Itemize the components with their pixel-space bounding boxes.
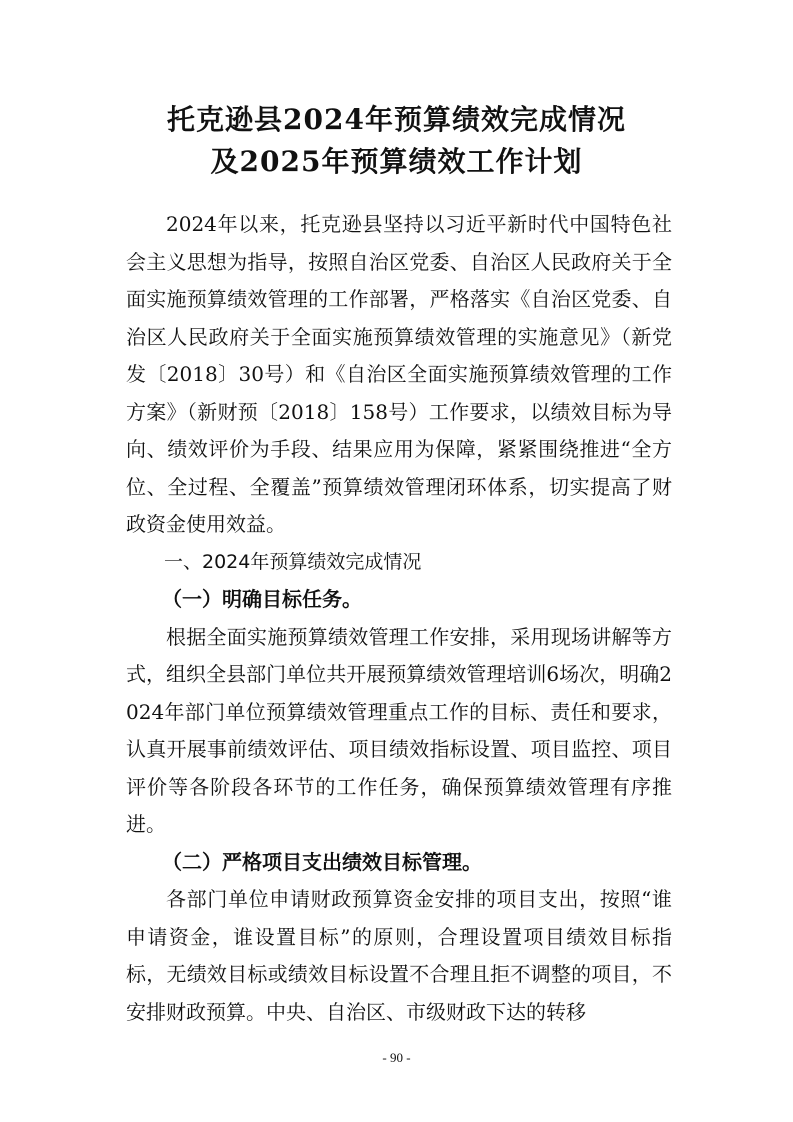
intro-paragraph: 2024年以来，托克逊县坚持以习近平新时代中国特色社会主义思想为指导，按照自治区党委、自治区人民政府关于全面实施预算绩效管理的工作部署，严格落实《自治区党委、自治区人民政府关于全面实施预算绩效管理的实施意见》（新党发〔2018〕30号）和《自治区全面实施预算绩效管理的工作方案》（新财预〔2018〕158号）工作要求，以绩效目标为导向、绩效评价为手段、结果应用为保障，紧紧围绕推进“全方位、全过程、全覆盖”预算绩效管理闭环体系，切实提高了财政资金使用效益。 <box>126 212 672 536</box>
page-number: - 90 - <box>382 1050 411 1065</box>
subsection-paragraph-2: 各部门单位申请财政预算资金安排的项目支出，按照“谁申请资金，谁设置目标”的原则，合理设置项目绩效目标指标，无绩效目标或绩效目标设置不合理且拒不调整的项目，不安排财政预算。中央、自治区、市级财政下达的转移 <box>126 887 672 1024</box>
subsection-heading-1: （一）明确目标任务。 <box>162 587 362 611</box>
document-title-line-1: 托克逊县2024年预算绩效完成情况 <box>167 103 626 136</box>
document-title-line-2: 及2025年预算绩效工作计划 <box>210 145 583 178</box>
subsection-paragraph-1: 根据全面实施预算绩效管理工作安排，采用现场讲解等方式，组织全县部门单位共开展预算绩效管理培训6场次，明确2024年部门单位预算绩效管理重点工作的目标、责任和要求，认真开展事前绩效评估、项目绩效指标设置、项目监控、项目评价等各阶段各环节的工作任务，确保预算绩效管理有序推进。 <box>126 624 672 836</box>
section-heading-1: 一、2024年预算绩效完成情况 <box>164 550 422 573</box>
subsection-heading-2: （二）严格项目支出绩效目标管理。 <box>162 849 482 874</box>
document-body <box>126 206 672 1031</box>
